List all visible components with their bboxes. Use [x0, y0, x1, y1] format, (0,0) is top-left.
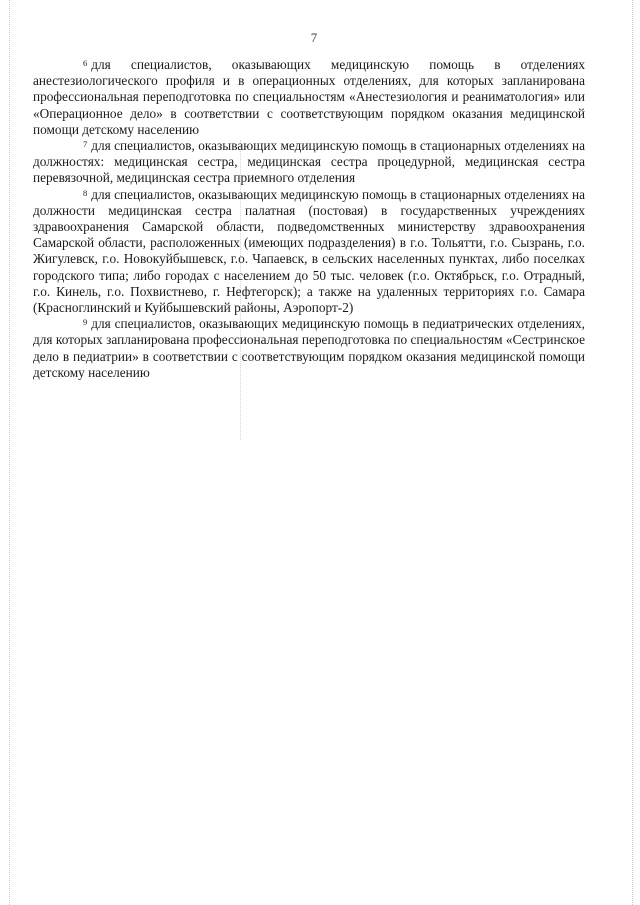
footnote-text: для специалистов, оказывающих медицинскую помощь в стационарных отделениях на должности медицинская сестра палатная (постовая) в государственных учреждениях здравоохранения Самарской области, подведомственных министерству здравоохранения Самарской области, расположенных (имеющих подразделения) в г.о. Тольятти, г.о. Сызрань, г.о. Жигулевск, г.о. Новокуйбышевск, г.о. Чапаевск, в сельских населенных пунктах, либо поселках городского типа; либо городах с населением до 50 тыс. человек (г.о. Октябрьск, г.о. Отрадный, г.о. Кинель, г.о. Похвистнево, г. Нефтегорск); а также на удаленных территориях г.о. Самара (Красноглинский и Куйбышевский районы, Аэропорт-2) [33, 186, 585, 316]
scan-artifact-right [632, 0, 633, 905]
footnote-7 [33, 138, 585, 187]
footnote-text: для специалистов, оказывающих медицинскую помощь в педиатрических отделениях, для которых запланирована профессиональная переподготовка по специальностям «Сестринское дело в педиатрии» в соответствии с соответствующим порядком оказания медицинской помощи детскому населению [33, 316, 585, 380]
footnote-6 [33, 57, 585, 138]
footnote-marker: 8 [83, 187, 88, 198]
footnote-text: для специалистов, оказывающих медицинскую помощь в стационарных отделениях на должностях: медицинская сестра, медицинская сестра процедурной, медицинская сестра перевязочной, медицинская сестра приемного отделения [33, 138, 585, 186]
footnote-marker: 9 [83, 317, 88, 328]
scan-artifact-left [9, 0, 10, 905]
footnote-text: для специалистов, оказывающих медицинскую помощь в отделениях анестезиологического профиля и в операционных отделениях, для которых запланирована профессиональная переподготовка по специальностям «Анестезиология и реаниматология» или «Операционное дело» в соответствии с соответствующим порядком оказания медицинской помощи детскому населению [33, 57, 585, 137]
footnotes-block [33, 57, 585, 381]
footnote-8 [33, 187, 585, 317]
footnote-marker: 6 [83, 58, 88, 68]
page-number: 7 [310, 30, 318, 45]
footnote-9 [33, 316, 585, 381]
footnote-marker: 7 [83, 139, 88, 150]
